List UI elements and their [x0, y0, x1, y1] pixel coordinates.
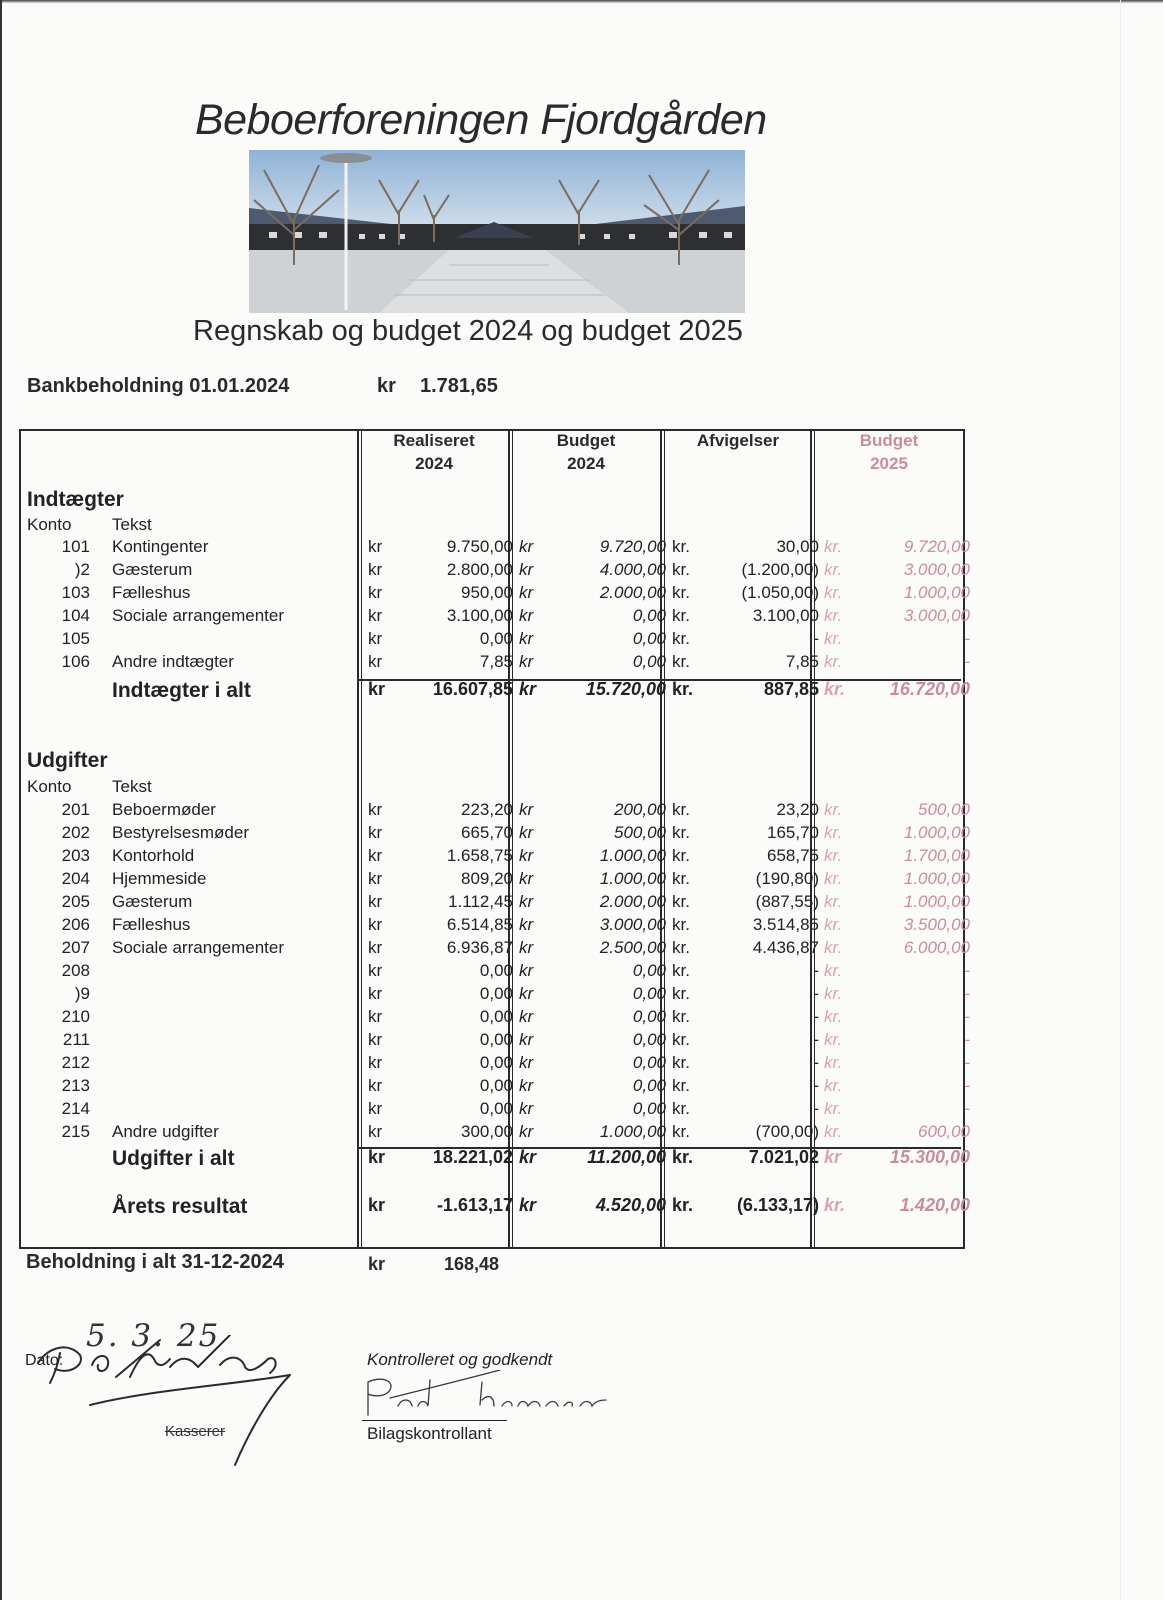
value-afvigelse: (1.200,00)	[741, 560, 819, 579]
value-budget-2025: 1.000,00	[903, 583, 970, 602]
account-number: 106	[61, 652, 90, 671]
currency-afvigelse: kr.	[672, 1147, 694, 1167]
currency-budget-2025: kr.	[824, 679, 846, 699]
currency-realiseret: kr	[368, 1099, 383, 1118]
currency-budget-2024: kr	[519, 679, 537, 699]
value-budget-2025: 3.000,00	[903, 560, 970, 579]
currency-budget-2025: kr.	[824, 961, 843, 980]
value-realiseret-2024: 7,85	[479, 652, 513, 671]
currency-budget-2024: kr	[519, 1147, 537, 1167]
value-budget-2025: 16.720,00	[889, 679, 970, 699]
value-realiseret-2024: 2.800,00	[446, 560, 513, 579]
total-row	[19, 1147, 984, 1170]
value-budget-2024: 0,00	[632, 1007, 666, 1026]
currency-realiseret: kr	[368, 1076, 383, 1095]
value-realiseret-2024: 3.100,00	[446, 606, 513, 625]
value-budget-2024: 500,00	[614, 823, 666, 842]
value-budget-2024: 0,00	[632, 1053, 666, 1072]
value-afvigelse: (700,00)	[755, 1122, 819, 1141]
value-budget-2024: 2.000,00	[599, 892, 666, 911]
bank-balance-end-currency: kr	[368, 1254, 386, 1274]
value-budget-2025: 3.000,00	[903, 606, 970, 625]
value-budget-2024: 3.000,00	[599, 915, 666, 934]
value-realiseret-2024: 1.658,75	[446, 846, 513, 865]
value-budget-2024: 1.000,00	[599, 869, 666, 888]
value-budget-2024: 2.000,00	[599, 583, 666, 602]
value-afvigelse: (190,80)	[755, 869, 819, 888]
currency-budget-2025: kr.	[824, 560, 843, 579]
currency-afvigelse: kr.	[672, 606, 690, 625]
currency-budget-2025: kr.	[824, 915, 843, 934]
currency-realiseret: kr	[368, 1030, 383, 1049]
account-number: 103	[61, 583, 90, 602]
value-afvigelse: -	[813, 1099, 819, 1118]
value-realiseret-2024: 18.221,02	[432, 1147, 513, 1167]
currency-budget-2024: kr	[519, 823, 534, 842]
account-text: Sociale arrangementer	[112, 606, 284, 625]
value-budget-2025: -	[964, 1099, 970, 1118]
bank-balance-start-label: Bankbeholdning 01.01.2024	[27, 375, 290, 397]
value-afvigelse: 3.514,85	[752, 915, 819, 934]
account-number: 208	[61, 961, 90, 980]
currency-budget-2024: kr	[519, 915, 534, 934]
table-row	[19, 800, 984, 823]
account-number: 213	[61, 1076, 90, 1095]
currency-afvigelse: kr.	[672, 652, 690, 671]
currency-budget-2024: kr	[519, 560, 534, 579]
courtyard-photo-image	[249, 150, 745, 313]
value-budget-2025: 1.000,00	[903, 892, 970, 911]
value-afvigelse: -	[813, 1007, 819, 1026]
account-number: 212	[61, 1053, 90, 1072]
currency-realiseret: kr	[368, 606, 383, 625]
table-row	[19, 961, 984, 984]
currency-realiseret: kr	[368, 892, 383, 911]
value-budget-2025: 3.500,00	[903, 915, 970, 934]
value-realiseret-2024: 0,00	[479, 1099, 513, 1118]
currency-budget-2024: kr	[519, 1076, 534, 1095]
currency-budget-2025: kr.	[824, 846, 843, 865]
currency-budget-2024: kr	[519, 652, 534, 671]
currency-afvigelse: kr.	[672, 984, 690, 1003]
account-number: 205	[61, 892, 90, 911]
currency-realiseret: kr	[368, 1053, 383, 1072]
account-number: 206	[61, 915, 90, 934]
value-realiseret-2024: 809,20	[461, 869, 513, 888]
currency-realiseret: kr	[368, 869, 383, 888]
account-text: Beboermøder	[112, 800, 216, 819]
currency-budget-2025: kr.	[824, 1030, 843, 1049]
currency-budget-2024: kr	[519, 961, 534, 980]
currency-afvigelse: kr.	[672, 1122, 690, 1141]
value-budget-2024: 9.720,00	[599, 537, 666, 556]
currency-realiseret: kr	[368, 915, 383, 934]
value-realiseret-2024: 665,70	[461, 823, 513, 842]
currency-realiseret: kr	[368, 1007, 383, 1026]
currency-realiseret: kr	[368, 537, 383, 556]
currency-afvigelse: kr.	[672, 583, 690, 602]
currency-budget-2025: kr.	[824, 583, 843, 602]
currency-budget-2025: kr.	[824, 1099, 843, 1118]
tekst-header-income: Tekst	[112, 515, 152, 534]
account-number: 214	[61, 1099, 90, 1118]
treasurer-signature	[30, 1335, 300, 1475]
currency-budget-2024: kr	[519, 800, 534, 819]
value-realiseret-2024: 0,00	[479, 1007, 513, 1026]
value-budget-2025: 1.000,00	[903, 869, 970, 888]
currency-budget-2024: kr	[519, 1099, 534, 1118]
account-number: 101	[61, 537, 90, 556]
currency-afvigelse: kr.	[672, 537, 690, 556]
account-text: Bestyrelsesmøder	[112, 823, 249, 842]
account-number: )9	[74, 984, 90, 1003]
value-budget-2025: 600,00	[918, 1122, 970, 1141]
currency-afvigelse: kr.	[672, 1007, 690, 1026]
value-afvigelse: 887,85	[763, 679, 819, 699]
currency-budget-2025: kr.	[824, 823, 843, 842]
kontrol-label: Kontrolleret og godkendt	[367, 1350, 553, 1369]
currency-afvigelse: kr.	[672, 892, 690, 911]
value-budget-2024: 11.200,00	[587, 1147, 666, 1167]
value-realiseret-2024: -1.613,17	[436, 1195, 513, 1215]
value-budget-2025: -	[964, 1007, 970, 1026]
table-row	[19, 892, 984, 915]
account-number: 202	[61, 823, 90, 842]
currency-budget-2025: kr.	[824, 652, 843, 671]
value-budget-2024: 0,00	[632, 606, 666, 625]
value-budget-2025: 15.300,00	[889, 1147, 970, 1167]
value-afvigelse: (887,55)	[755, 892, 819, 911]
currency-budget-2024: kr	[519, 984, 534, 1003]
dato-label: Dato:	[25, 1352, 64, 1369]
currency-realiseret: kr	[368, 583, 383, 602]
table-row	[19, 1099, 984, 1122]
currency-realiseret: kr	[368, 560, 383, 579]
currency-realiseret: kr	[368, 629, 383, 648]
value-realiseret-2024: 9.750,00	[446, 537, 513, 556]
value-afvigelse: 658,75	[767, 846, 819, 865]
scan-edge-top	[0, 0, 1163, 3]
currency-budget-2025: kr.	[824, 1122, 843, 1141]
value-budget-2025: 1.000,00	[903, 823, 970, 842]
currency-afvigelse: kr.	[672, 800, 690, 819]
value-budget-2024: 2.500,00	[599, 938, 666, 957]
table-row	[19, 869, 984, 892]
value-budget-2024: 0,00	[632, 1076, 666, 1095]
value-budget-2025: -	[964, 629, 970, 648]
accounts-table	[19, 429, 984, 1249]
bank-balance-start-currency: kr	[377, 375, 396, 397]
currency-afvigelse: kr.	[672, 938, 690, 957]
currency-budget-2024: kr	[519, 583, 534, 602]
table-row	[19, 915, 984, 938]
currency-budget-2025: kr.	[824, 537, 843, 556]
value-afvigelse: 23,20	[776, 800, 819, 819]
col-header-budget-2025: Budget 2025	[859, 431, 919, 473]
document-subtitle: Regnskab og budget 2024 og budget 2025	[193, 315, 743, 347]
table-row	[19, 606, 984, 629]
value-realiseret-2024: 16.607,85	[432, 679, 513, 699]
bank-balance-start	[27, 375, 498, 398]
value-budget-2025: -	[964, 1076, 970, 1095]
value-budget-2025: 9.720,00	[903, 537, 970, 556]
currency-afvigelse: kr.	[672, 915, 690, 934]
account-text: Fælleshus	[112, 915, 191, 934]
currency-afvigelse: kr.	[672, 869, 690, 888]
currency-budget-2025: kr.	[824, 869, 843, 888]
currency-afvigelse: kr.	[672, 1076, 690, 1095]
section-title-income: Indtægter	[27, 488, 124, 511]
account-number: 207	[61, 938, 90, 957]
value-budget-2025: 1.420,00	[899, 1195, 970, 1215]
scan-edge-left	[0, 0, 2, 1600]
account-number: 215	[61, 1122, 90, 1141]
currency-realiseret: kr	[368, 679, 386, 699]
account-text: Kontorhold	[112, 846, 195, 865]
value-afvigelse: -	[813, 984, 819, 1003]
scan-edge-right	[1120, 0, 1121, 1600]
currency-budget-2024: kr	[519, 1053, 534, 1072]
value-realiseret-2024: 0,00	[479, 1076, 513, 1095]
value-realiseret-2024: 0,00	[479, 1030, 513, 1049]
value-budget-2025: 6.000,00	[903, 938, 970, 957]
value-realiseret-2024: 950,00	[461, 583, 513, 602]
account-number: 203	[61, 846, 90, 865]
account-number: 211	[62, 1030, 90, 1049]
section-title-expenses: Udgifter	[27, 749, 108, 772]
col-header-budget-2024: Budget 2024	[556, 431, 616, 473]
konto-header-expenses: Konto	[27, 777, 72, 796]
currency-budget-2024: kr	[519, 1195, 537, 1215]
bank-balance-end-label: Beholdning i alt 31-12-2024	[26, 1251, 284, 1273]
table-row	[19, 1007, 984, 1030]
currency-afvigelse: kr.	[672, 1099, 690, 1118]
auditor-signature-line	[362, 1420, 507, 1421]
account-text: Andre indtægter	[112, 652, 234, 671]
value-budget-2025: -	[964, 961, 970, 980]
account-number: )2	[74, 560, 90, 579]
value-budget-2024: 0,00	[632, 984, 666, 1003]
konto-header-income: Konto	[27, 515, 72, 534]
value-afvigelse: 7.021,02	[748, 1147, 819, 1167]
currency-budget-2024: kr	[519, 1122, 534, 1141]
currency-budget-2025: kr.	[824, 892, 843, 911]
value-afvigelse: -	[813, 961, 819, 980]
value-budget-2025: 1.700,00	[903, 846, 970, 865]
bank-balance-start-amount: 1.781,65	[420, 375, 498, 397]
auditor-signature	[360, 1370, 650, 1420]
col-header-afvigelser: Afvigelser	[696, 431, 780, 450]
currency-budget-2024: kr	[519, 629, 534, 648]
currency-realiseret: kr	[368, 652, 383, 671]
currency-realiseret: kr	[368, 1122, 383, 1141]
value-realiseret-2024: 300,00	[461, 1122, 513, 1141]
tekst-header-expenses: Tekst	[112, 777, 152, 796]
value-budget-2025: -	[964, 984, 970, 1003]
account-text: Hjemmeside	[112, 869, 207, 888]
currency-afvigelse: kr.	[672, 679, 694, 699]
value-budget-2025: -	[964, 652, 970, 671]
value-realiseret-2024: 6.936,87	[446, 938, 513, 957]
bilag-label: Bilagskontrollant	[367, 1424, 492, 1443]
value-realiseret-2024: 0,00	[479, 629, 513, 648]
bank-balance-end-amount: 168,48	[444, 1254, 500, 1274]
currency-budget-2024: kr	[519, 606, 534, 625]
account-text: Fælleshus	[112, 583, 191, 602]
account-text: Årets resultat	[112, 1195, 248, 1218]
account-number: 104	[61, 606, 90, 625]
currency-realiseret: kr	[368, 961, 383, 980]
value-realiseret-2024: 223,20	[461, 800, 513, 819]
account-number: 204	[61, 869, 90, 888]
courtyard-photo	[249, 150, 745, 313]
currency-budget-2025: kr.	[824, 938, 843, 957]
currency-afvigelse: kr.	[672, 1195, 694, 1215]
currency-budget-2024: kr	[519, 938, 534, 957]
table-row	[19, 537, 984, 560]
currency-budget-2025: kr.	[824, 606, 843, 625]
currency-afvigelse: kr.	[672, 846, 690, 865]
table-row	[19, 1053, 984, 1076]
currency-realiseret: kr	[368, 800, 383, 819]
currency-budget-2025: kr.	[824, 984, 843, 1003]
account-text: Andre udgifter	[112, 1122, 219, 1141]
table-row	[19, 1030, 984, 1053]
currency-budget-2024: kr	[519, 1030, 534, 1049]
account-text: Sociale arrangementer	[112, 938, 284, 957]
table-row	[19, 1076, 984, 1099]
currency-afvigelse: kr.	[672, 1053, 690, 1072]
account-number: 105	[61, 629, 90, 648]
value-budget-2024: 0,00	[632, 1099, 666, 1118]
value-afvigelse: 165,70	[767, 823, 819, 842]
value-afvigelse: 3.100,00	[752, 606, 819, 625]
currency-budget-2025: kr.	[824, 1195, 846, 1215]
account-number: 210	[61, 1007, 90, 1026]
table-row	[19, 938, 984, 961]
currency-budget-2024: kr	[519, 892, 534, 911]
currency-afvigelse: kr.	[672, 961, 690, 980]
value-afvigelse: (6.133,17)	[736, 1195, 819, 1215]
currency-budget-2025: kr.	[824, 800, 843, 819]
handwritten-date: 5. 3. 25	[86, 1318, 221, 1354]
currency-realiseret: kr	[368, 938, 383, 957]
col-header-realiseret: Realiseret 2024	[393, 431, 475, 473]
table-row	[19, 1122, 984, 1145]
account-text: Udgifter i alt	[112, 1147, 235, 1170]
value-afvigelse: -	[813, 1076, 819, 1095]
table-row	[19, 583, 984, 606]
currency-realiseret: kr	[368, 823, 383, 842]
kasserer-label: Kasserer	[165, 1423, 226, 1440]
currency-budget-2025: kr.	[824, 1076, 843, 1095]
value-budget-2024: 15.720,00	[585, 679, 666, 699]
currency-realiseret: kr	[368, 1195, 386, 1215]
bank-balance-end	[26, 1251, 500, 1274]
account-number: 201	[61, 800, 90, 819]
value-afvigelse: 4.436,87	[752, 938, 819, 957]
value-afvigelse: (1.050,00)	[741, 583, 819, 602]
value-realiseret-2024: 1.112,45	[448, 892, 513, 911]
currency-afvigelse: kr.	[672, 1030, 690, 1049]
value-afvigelse: 30,00	[776, 537, 819, 556]
value-budget-2024: 1.000,00	[599, 1122, 666, 1141]
currency-afvigelse: kr.	[672, 629, 690, 648]
value-budget-2024: 0,00	[632, 652, 666, 671]
currency-budget-2025: kr	[824, 1147, 842, 1167]
value-budget-2025: 500,00	[918, 800, 970, 819]
total-row	[19, 1195, 984, 1218]
value-realiseret-2024: 0,00	[479, 1053, 513, 1072]
table-row	[19, 560, 984, 583]
currency-realiseret: kr	[368, 984, 383, 1003]
value-budget-2025: -	[964, 1053, 970, 1072]
currency-budget-2024: kr	[519, 869, 534, 888]
account-text: Kontingenter	[112, 537, 209, 556]
account-text: Gæsterum	[112, 560, 193, 579]
table-row	[19, 823, 984, 846]
value-budget-2024: 0,00	[632, 961, 666, 980]
value-realiseret-2024: 0,00	[479, 984, 513, 1003]
currency-afvigelse: kr.	[672, 560, 690, 579]
value-budget-2024: 0,00	[632, 629, 666, 648]
table-row	[19, 629, 984, 652]
currency-budget-2024: kr	[519, 1007, 534, 1026]
value-budget-2024: 200,00	[614, 800, 666, 819]
currency-realiseret: kr	[368, 846, 383, 865]
document-title: Beboerforeningen Fjordgården	[195, 96, 767, 144]
value-afvigelse: -	[813, 629, 819, 648]
account-text: Indtægter i alt	[112, 679, 251, 702]
currency-budget-2024: kr	[519, 537, 534, 556]
table-row	[19, 652, 984, 675]
currency-budget-2024: kr	[519, 846, 534, 865]
value-budget-2024: 0,00	[632, 1030, 666, 1049]
currency-budget-2025: kr.	[824, 629, 843, 648]
currency-budget-2025: kr.	[824, 1007, 843, 1026]
value-realiseret-2024: 6.514,85	[446, 915, 513, 934]
value-budget-2025: -	[964, 1030, 970, 1049]
total-row	[19, 679, 984, 702]
value-budget-2024: 4.520,00	[595, 1195, 666, 1215]
value-budget-2024: 1.000,00	[599, 846, 666, 865]
value-afvigelse: 7,85	[785, 652, 819, 671]
value-afvigelse: -	[813, 1030, 819, 1049]
currency-budget-2025: kr.	[824, 1053, 843, 1072]
table-row	[19, 984, 984, 1007]
value-budget-2024: 4.000,00	[599, 560, 666, 579]
account-text: Gæsterum	[112, 892, 193, 911]
currency-realiseret: kr	[368, 1147, 386, 1167]
table-row	[19, 846, 984, 869]
value-realiseret-2024: 0,00	[479, 961, 513, 980]
value-afvigelse: -	[813, 1053, 819, 1072]
currency-afvigelse: kr.	[672, 823, 690, 842]
